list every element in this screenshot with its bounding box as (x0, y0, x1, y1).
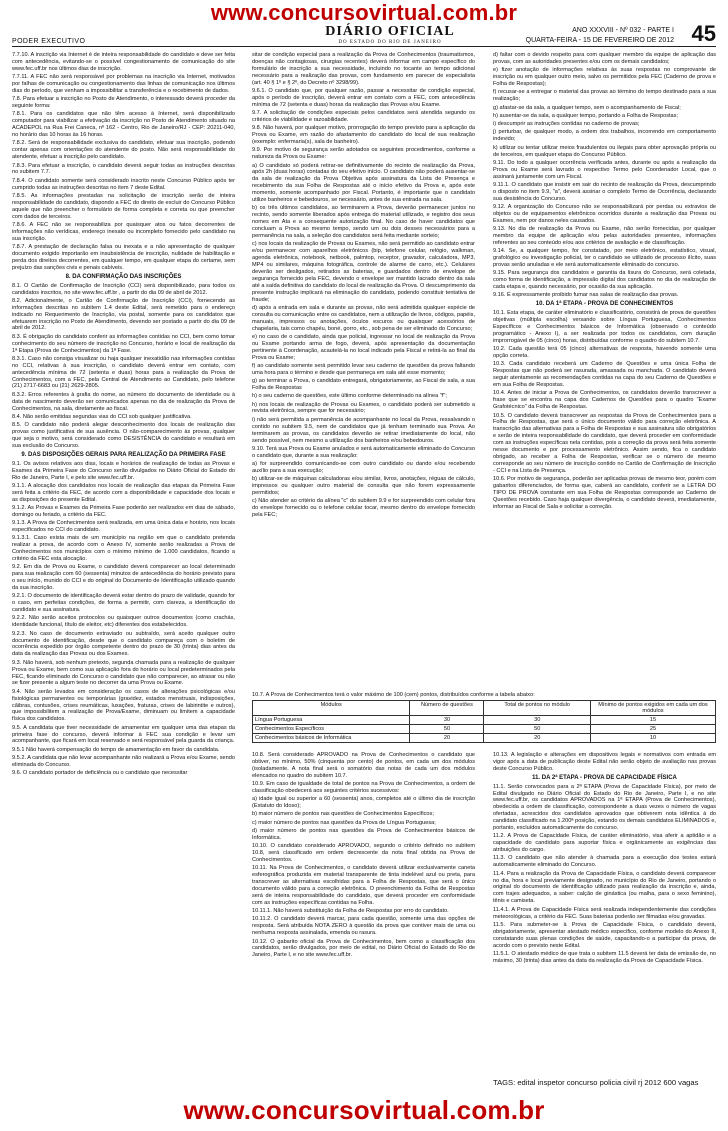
table-row (253, 734, 716, 743)
table-cell: Língua Portuguesa (253, 716, 410, 725)
paragraph: 9.5. A candidata que tiver necessidade de amamentar em qualquer uma das etapas da primeira fase do concurso, deverá informar à FEC sua condição e levar um acompanhante, que ficará em local reservado e será responsável pela guarda da criança. (12, 724, 235, 745)
paragraph: 9.10. Terá sua Prova ou Exame anulados e será automaticamente eliminado do Concurso o candidato que, durante a sua realização: (252, 445, 475, 459)
paragraph: 9.6. O candidato portador de deficiência ou o candidato que necessitar (12, 770, 188, 777)
column-1 (12, 52, 235, 779)
paragraph: 7.8.2. Será de responsabilidade exclusiva do candidato, efetuar sua inscrição, podendo contar apenas com orientações do atendente do posto. Não será responsabilidade do atendente, efetuar a inscrição pelo candidato. (12, 140, 235, 161)
paragraph: f) ao candidato somente será permitido levar seu caderno de questões da prova faltando uma hora para o término e desde que permaneça em sala até esse momento; (252, 362, 475, 376)
paragraph: f) recusar-se a entregar o material das provas ao término do tempo destinado para a sua realização; (493, 89, 716, 103)
section-label: PODER EXECUTIVO (12, 38, 86, 45)
paragraph: 9.7. A solicitação de condições especiais pelos candidatos será atendida segundo os critérios de viabilidade e razoabilidade. (252, 110, 475, 123)
table-row (253, 716, 716, 725)
table-cell: 20 (410, 734, 484, 743)
paragraph: 11.4.1. A Prova de Capacidade Física será realizada independentemente das condições meteorológicas, a critério da FEC. Suas baterias poderão ser filmadas e/ou gravadas. (493, 906, 716, 920)
table-row (253, 725, 716, 734)
table-cell: Conhecimentos Específicos (253, 725, 410, 734)
table-cell: 25 (590, 725, 715, 734)
section-heading-9: 9. DAS DISPOSIÇÕES GERAIS PARA REALIZAÇÃO DA PRIMEIRA FASE (21, 451, 226, 458)
paragraph: 9.1.2. As Provas e Exames da Primeira Fase poderão ser realizados em dias de sábado, domingo ou feriado, a critério da FEC. (12, 504, 235, 518)
section-heading-11: 11. DA 2ª ETAPA - PROVA DE CAPACIDADE FÍSICA (532, 774, 677, 781)
paragraph: 9.2.3. No caso de documento extraviado ou subtraído, será aceito qualquer outro documento de identificação, desde que o candidato compareça com o boletim de ocorrência expedido por órgão competente dentro do prazo de 30 (trinta) dias antes da data da realização das Provas ou dos Exames. (12, 630, 235, 658)
section-heading-10: 10. DA 1ª ETAPA - PROVA DE CONHECIMENTOS (535, 301, 674, 308)
paragraph: 9.1.3.1. Caso exista mais de um município na região em que o candidato pretenda realizar a prova, de acordo com o Anexo IV, somente serão realizadas a Prova de Conhecimentos nos municípios com o mínimo mínimo de 1.000 candidatos, ficando a critério da FEC esta alocação. (12, 535, 235, 563)
column-3-lower (493, 752, 716, 966)
table-cell: 20 (484, 734, 590, 743)
paragraph: 8.3.2. Erros referentes à grafia do nome, ao número do documento de identidade ou à data de nascimento deverão ser comunicados apenas no dia de realização da Prova de Conhecimentos, na sala, diretamente ao fiscal. (12, 391, 235, 412)
paragraph: b) os três últimos candidatos, ao terminarem a Prova, deverão permanecer juntos no recinto, sendo somente liberados após entrega do material utilizado, e registro dos seus nomes em Ata e a consequente autorização final. No caso de haver candidatos que concluam a Prova ao mesmo tempo, sendo um ou dois desses necessários para a permanência na sala, a seleção dos candidatos será feita mediante sorteio; (252, 205, 475, 239)
table-header: Módulos (253, 701, 410, 716)
paragraph: 9.16. É expressamente proibido fumar nas salas de realização das provas. (493, 292, 679, 299)
paragraph: k) utilizar ou tentar utilizar meios fraudulentos ou ilegais para obter aprovação própria ou de terceiros, em qualquer etapa do Concurso Público. (493, 144, 716, 158)
paragraph: 9.1. Os avisos relativos aos dias, locais e horários de realização de todas as Provas e Exames da Primeira Fase do Concurso serão divulgados no Diário Oficial do Estado do Rio de Janeiro, Parte I, e pelo site www.fec.uff.br. (12, 460, 235, 481)
paragraph: h) ausentar-se da sala, a qualquer tempo, portando a Folha de Respostas; (493, 112, 679, 119)
paragraph: 11.5. Para submeter-se à Prova de Capacidade Física, o candidato deverá, obrigatoriamente, apresentar atestado médico específico, conforme modelo do Anexo II, constatando suas plenas condições de saúde, capacitando-o a participar da prova, de acordo com o previsto neste Edital. (493, 921, 716, 949)
paragraph: 7.8.4. O candidato somente será considerado inscrito neste Concurso Público após ter cumprido todas as instruções descritas no item 7 deste Edital. (12, 177, 235, 191)
paragraph: 9.3. Não haverá, sob nenhum pretexto, segunda chamada para a realização de qualquer Prova ou Exame, bem como sua aplicação fora do horário ou local predeterminados pela FEC, ficando eliminado do Concurso o candidato que não comparecer, ao atrasar ou não se fizer presente a algum teste no decorrer da uma Prova ou Exame. (12, 659, 235, 687)
paragraph: 9.15. Para segurança dos candidatos e garantia da lisura do Concurso, será coletada, como forma de identificação, a impressão digital dos candidatos no dia de realização de cada etapa e, quando necessário, por ocasião da sua aplicação. (493, 270, 716, 291)
paragraph: 7.7.11. A FEC não será responsável por problemas na inscrição via Internet, motivados por falhas de comunicação ou congestionamento das linhas de comunicação nos últimos dias do período, que venham a impossibilitar a transferência e o recebimento de dados. (12, 74, 235, 94)
page-number: 45 (691, 21, 716, 46)
paragraph: a) O candidato só poderá retirar-se definitivamente do recinto de realização da Prova, após 2h (duas horas) contadas do seu efetivo início. O candidato não poderá ausentar-se da sala de realização da Prova Objetiva após assinatura da Lista de Presença e recebimento da sua Folha de Respostas até o início efetivo da Prova e, após este momento, somente acompanhado por Fiscal. Portanto, é importante que o candidato utilize banheiros e bebedouros, se necessário, antes de sua entrada na sala. (252, 162, 475, 204)
paragraph: 11.1. Serão convocados para a 2ª ETAPA (Prova de Capacidade Física), por meio de Edital divulgado no Diário Oficial do Estado do Rio de Janeiro, Parte I, e no site www.fec.uff.br, os candidatos APROVADOS na 1ª ETAPA (Prova de Conhecimentos), obedecida a ordem de classificação, correspondente a duas vezes o número de vagas ofertadas, acrescidos dos candidatos aprovados que obtiverem nota idêntica à do candidato classificado na 1.200ª posição, estando os demais candidatos ELIMINADOS e, portanto, excluídos automaticamente do concurso. (493, 783, 716, 832)
paragraph: j) perturbar, de qualquer modo, a ordem dos trabalhos, incorrendo em comportamento indevido; (493, 129, 716, 143)
table-header-row (253, 701, 716, 716)
paragraph: 9.2. Em dia de Prova ou Exame, o candidato deverá comparecer ao local determinado para sua realização com 60 (sessenta) minutos de antecedência do horário previsto para o seu início, munido do CCI e do original do Documento de Identificação utilizado quando da sua inscrição. (12, 564, 235, 592)
paragraph: 9.5.2. A candidata que não levar acompanhante não realizará a Prova e/ou Exame, sendo eliminada do Concurso. (12, 755, 235, 768)
paragraph: 10.11.1. Não haverá substituição da Folha de Respostas por erro do candidato. (252, 908, 449, 915)
table-cell: 30 (410, 716, 484, 725)
paragraph: 7.8.3. Para efetuar a inscrição, o candidato deverá seguir todas as instruções descritas no subitem 7.7. (12, 162, 235, 176)
paragraph: 11.3. O candidato que não atender à chamada para a execução dos testes estará automaticamente eliminado do Concurso. (493, 855, 716, 869)
section-heading-8: 8. DA CONFIRMAÇÃO DAS INSCRIÇÕES (65, 273, 182, 280)
column-3 (493, 52, 716, 512)
paragraph: i) não será permitida a permanência de acompanhante no local da Prova, ressalvando o contido no subitem 9.5, nem de candidatos que já tenham terminado sua Prova. Ao terminarem as provas, os candidatos deverão se retirar imediatamente do local, não sendo possível, nem mesmo a utilização dos banheiros e/ou bebedouros. (252, 416, 475, 444)
column-2 (252, 52, 475, 520)
paragraph: 11.2. A Prova de Capacidade Física, de caráter eliminatório, visa aferir a aptidão e a capacidade do candidato para suportar física e orgânicamente as exigências das atribuições do cargo. (493, 833, 716, 854)
paragraph: 10.12. O gabarito oficial da Prova de Conhecimentos, bem como a classificação dos candidatos, serão divulgados, por meio de edital, no Diário Oficial do Estado do Rio de Janeiro, Parte I, e no site www.fec.uff.br. (252, 938, 475, 959)
table-cell: 10 (590, 734, 715, 743)
paragraph: 8.3. É obrigação do candidato conferir as informações contidas no CCI, bem como tomar conhecimento do seu número de inscrição no Concurso, horário e local de realização da 1ª Etapa (Prova de Conhecimentos) da 1ª Fase. (12, 333, 235, 354)
paragraph: 10.6. Por motivo de segurança, poderão ser aplicadas provas de mesmo teor, porém com gabaritos diferenciados, de forma que, caberá ao candidato, conferir se a LETRA DO TIPO DE PROVA constante em sua Folha de Respostas corresponde ao Caderno de Questões recebido. Caso haja qualquer divergência, o candidato deverá, imediatamente, informar ao Fiscal de Sala e solicitar a correção. (493, 476, 716, 510)
paragraph: h) o seu caderno de questões, este último conforme determinado na alínea "f"; (252, 393, 447, 400)
paragraph: 10.1. Esta etapa, de caráter eliminatório e classificatório, consistirá de prova de questões objetivas (múltipla escolha) versando sobre Língua Portuguesa, Conhecimentos Específicos e Conhecimentos básicos de Informática (observado o conteúdo programático - Anexo I), a ser realizada por todos os candidatos, com duração improrrogável de 05 (cinco) horas, distribuídas conforme o quadro do subitem 10.7. (493, 310, 716, 344)
paragraph: 9.12. A organização do Concurso não se responsabilizará por perdas ou extravios de objetos ou de equipamentos eletrônicos ocorridos durante a realização das Provas ou Exames, nem por danos neles causados. (493, 204, 716, 224)
paragraph: 9.11.1. O candidato que insistir em sair do recinto de realização da Prova, descumprindo o disposto no item 9.9, "a", deverá assinar o completo Termo de Ocorrência, declarando sua desistência do Concurso. (493, 181, 716, 202)
issue-number: ANO XXXVIII - Nº 032 - PARTE I (572, 27, 674, 34)
paragraph: e) no caso de o candidato, ainda que policial, ingressar no local de realização da Prova ou Exame portando arma de fogo, deverá, após apresentação da documentação pertinente à Coordenação, acautelá-la no local indicado pela Fiscal e retirá-la ao final da Prova ou Exame; (252, 333, 475, 361)
paragraph: 9.6.1. O candidato que, por qualquer razão, passar a necessitar de condição especial, após o período de inscrição, deverá entrar em contato com a FEC, com antecedência mínima de 72 (setenta e duas) horas da realização das Provas e/ou Exame. (252, 87, 475, 108)
paragraph: e) fizer anotação de informações relativas às suas respostas no comprovante de inscrição ou em qualquer outro meio, salvo os permitidos pela FEC (Caderno de prova e Folha de Respostas); (493, 67, 716, 88)
paragraph: 7.8. Para efetuar a inscrição no Posto de Atendimento, o interessado deverá proceder da seguinte forma: (12, 96, 235, 110)
paragraph: 10.2. Cada questão terá 05 (cinco) alternativas de resposta, havendo somente uma opção correta. (493, 346, 716, 360)
logo-title: DIÁRIO OFICIAL (325, 24, 455, 39)
points-table (252, 700, 716, 743)
paragraph: b) utilizar-se de máquinas calculadoras e/ou similar, livros, anotações, réguas de cálculo, impressos ou qualquer outro material de consulta que não forem expressamente permitidos; (252, 476, 475, 497)
tags-line: TAGS: edital inspetor concurso policia civil rj 2012 600 vagas (493, 1078, 699, 1087)
paragraph: 9.2.2. Não serão aceitos protocolos ou quaisquer outros documentos (como crachás, identidade funcional, título de eleitor, etc) diferentes dos estabelecidos. (12, 615, 235, 629)
table-header: Número de questões (410, 701, 484, 716)
paragraph: 9.2.1. O documento de identificação deverá estar dentro do prazo de validade, quando for o caso, em perfeitas condições, de forma a permitir, com clareza, a identificação do candidato e sua assinatura. (12, 593, 235, 614)
paragraph: 9.9. Por motivo de segurança serão adotados os seguintes procedimentos, conforme a natureza da Prova ou Exame: (252, 147, 475, 161)
paragraph: 7.8.1. Para os candidatos que não têm acesso à Internet, será disponibilizado computador para viabilizar a efetivação da inscrição no Posto de Atendimento situado na ACADEPOL na Rua Frei Caneca, nº 162 - Centro, Rio de Janeiro/RJ - CEP: 20211-040, no horário das 10 horas às 16 horas. (12, 111, 235, 139)
column-2-lower (252, 752, 475, 961)
paragraph: 9.11. Do todo a qualquer ocorrência verificada antes, durante ou após a realização da Prova ou Exame será lavrado o respectivo Termo pelo Coordenador Local, que o assinará juntamente com um Fiscal. (493, 159, 716, 180)
paragraph: 10.11.2. O candidato deverá marcar, para cada questão, somente uma das opções de resposta. Será atribuída NOTA ZERO à questão da prova que contiver mais de uma ou nenhuma resposta assinalada, emenda ou rasura. (252, 916, 475, 937)
paragraph: 8.4. Não serão emitidas segundas vias do CCI sob qualquer justificativa. (12, 413, 192, 420)
paragraph: 9.4. Não serão levados em consideração os casos de alterações psicológicas e/ou fisiológicas permanentes ou temporárias (gravidez, estados menstruais, indisposições, cãibras, contusões, crises reumáticas, luxações, fraturas, crises de labirintite e outros), que impossibilitem a realização de Prova/Exame, diminuam ou limitem a capacidade física dos candidatos. (12, 688, 235, 723)
paragraph: i) descumprir as instruções contidas no caderno de provas; (493, 121, 640, 128)
paragraph: c) maior número de pontos nas questões da Prova de Língua Portuguesa; (252, 819, 436, 826)
paragraph: d) maior número de pontos nas questões da Prova de Conhecimentos básicos de Informática. (252, 828, 475, 841)
table-cell: Conhecimentos básicos de Informática (253, 734, 410, 743)
issue-date: QUARTA-FEIRA - 15 DE FEVEREIRO DE 2012 (525, 37, 674, 44)
paragraph: b) maior número de pontos nas questões de Conhecimentos Específicos; (252, 811, 434, 818)
table-cell: 30 (484, 716, 590, 725)
paragraph: 10.5. O candidato deverá transcrever as respostas da Prova de Conhecimentos para a Folha de Respostas, que será o único documento válido para correção eletrônica. A transcrição das alternativas para a Folha de Respostas e sua assinatura são obrigatórios e serão de inteira responsabilidade do candidato, que deverá proceder em conformidade com as instruções específicas nela contidas, pois a correção da prova será feita somente nesse documento e por processamento eletrônico. Assim sendo, fica o candidato obrigado, ao receber a Folha de Respostas, verificar se o número de mesmo corresponde ao seu número de inscrição contido no Cartão de Confirmação de Inscrição - CCI e na Lista de Presença. (493, 412, 716, 474)
paragraph: 9.1.1. A alocação dos candidatos nos locais de realização das etapas da Primeira Fase será feita a critério da FEC, de acordo com a disponibilidade e capacidade dos locais e as disposições do presente Edital. (12, 482, 235, 503)
page-header (12, 22, 716, 44)
paragraph: 7.7.10. A inscrição via Internet é de inteira responsabilidade do candidato e deve ser feita com antecedência, evitando-se o possível congestionamento de comunicação do site www.fec.uff.br nos últimos dias de inscrição. (12, 52, 235, 72)
paragraph: 10.9. Em caso de igualdade de total de pontos na Prova de Conhecimentos, a ordem de classificação obedecerá aos seguintes critérios sucessivos: (252, 781, 475, 794)
paragraph: 9.8. Não haverá, por qualquer motivo, prorrogação do tempo previsto para a aplicação da Prova ou Exame, em razão do afastamento do candidato do local de sua realização (exemplo: enfermaria(s), sala de banheiro). (252, 125, 475, 146)
paragraph: 7.8.6. A FEC não se responsabiliza por quaisquer atos ou fatos decorrentes de informações não verídicas, endereço inexato ou incompleto fornecido pelo candidato na sua inscrição. (12, 221, 235, 242)
paragraph: 11.5.1. O atestado médico de que trata o subitem 11.5 deverá ter data de emissão de, no máximo, 30 (trinta) dias antes da data da realização da Prova de Capacidade Física. (493, 950, 716, 964)
paragraph: h) nos locais de realização de Provas ou Exames, o candidato poderá ser submetido a revista eletrônica, sempre que for necessário; (252, 401, 475, 415)
paragraph: 11.4. Para a realização da Prova de Capacidade Física, o candidato deverá comparecer no dia, hora e local previamente designado, no município do Rio de Janeiro, portando o original do documento de identificação utilizado para realização da inscrição e, ainda, com trajes adequados, a saber: calção de ginástica (ou malha, para o sexo feminino), tênis e camiseta. (493, 870, 716, 905)
logo-subtitle: DO ESTADO DO RIO DE JANEIRO (338, 40, 442, 45)
newspaper-logo (310, 24, 470, 45)
paragraph: 10.10. O candidato considerado APROVADO, segundo o critério definido no subitem 10.8, será classificado em ordem decrescente da nota final obtida na Prova de Conhecimentos. (252, 843, 475, 864)
paragraph: a) for surpreendido comunicando-se com outro candidato ou dando e/ou recebendo auxílio para a sua execução; (252, 461, 475, 474)
paragraph: g) afastar-se da sala, a qualquer tempo, sem o acompanhamento de Fiscal; (493, 104, 681, 111)
paragraph: 10.3. Cada candidato receberá um Caderno de Questões e uma única Folha de Respostas que não poderá ser rasurada, amassada ou manchada. O candidato deverá seguir atentamente as recomendações contidas na capa do seu Caderno de Questões e em sua Folha de Respostas. (493, 361, 716, 389)
paragraph: 9.14. Se, a qualquer tempo, for constatado, por meio eletrônico, estatístico, visual, grafológico ou investigação policial, ter o candidato se utilizado de processo ilícito, suas provas serão anuladas e ele será automaticamente eliminado do concurso. (493, 248, 716, 269)
paragraph: 7.8.5. As informações prestadas na solicitação de inscrição serão de inteira responsabilidade do candidato, dispondo a FEC do direito de excluir do Concurso Público aquele que não preencher o formulário de forma completa e correta ou que preencher com dados de terceiros. (12, 192, 235, 220)
paragraph: d) após a entrada em sala e durante as provas, não será admitida qualquer espécie de consulta ou comunicação entre os candidatos, nem a utilização de livros, códigos, papéis, manuais, impressos ou anotações, óculos escuros ou quaisquer acessórios de chapelaria, tais como chapéu, boné, gorro, etc., sob pena de ser eliminado do Concurso; (252, 304, 475, 332)
watermark-top: www.concursovirtual.com.br (210, 0, 518, 25)
paragraph: c) nos locais da realização de Provas ou Exames, não será permitido ao candidato entrar e/ou permanecer com aparelhos eletrônicos (bip, telefone celular, relógio, walkman, agenda eletrônica, notebook, netbook, palmtop, receptor, gravador, calculadora, MP3, MP4 ou similares, máquina fotográfica, controle de alarme de carro, etc.). Celulares deverão ser desligados, retirados as baterias, e guardados dentro de envelope de segurança fornecido pela FEC, devendo o envelope ser mantido lacrado dentro da sala até a saída definitiva do candidato do local de realização da Prova. O descumprimento da presente instrução implicará na eliminação do candidato, podendo constituir tentativa de fraude; (252, 241, 475, 303)
paragraph: c) Não atender ao critério da alínea "c" do subitem 9.9 e for surpreendido com celular fora do envelope fornecido ou o telefone celular tocar, mesmo dentro do envelope fornecido pela FEC; (252, 498, 475, 519)
issue-info (526, 26, 674, 46)
paragraph: 8.5. O candidato não poderá alegar desconhecimento dos locais de realização das provas como justificativa de sua ausência. O não-comparecimento às provas, qualquer que seja o motivo, será considerado como DESISTÊNCIA do candidato e resultará em sua exclusão do Concurso. (12, 422, 235, 449)
paragraph: a) idade igual ou superior a 60 (sessenta) anos, completos até o último dia de inscrição (Estatuto do Idoso); (252, 796, 475, 810)
table-cell: 50 (484, 725, 590, 734)
header-rule (12, 46, 716, 47)
table-cell: 15 (590, 716, 715, 725)
paragraph: 10.4. Antes de iniciar a Prova de Conhecimentos, os candidatos deverão transcrever a frase que se encontra na capa dos Cadernos de Questões para o quadro "Exame Grafotécnico" da Folha de Respostas. (493, 390, 716, 411)
table-header: Total de pontos no módulo (484, 701, 590, 716)
watermark-bottom: www.concursovirtual.com.br (183, 1095, 545, 1125)
paragraph: 8.1. O Cartão de Confirmação de Inscrição (CCI) será disponibilizado, para todos os candidatos inscritos, no site www.fec.uff.br , a partir do dia 09 de abril de 2012. (12, 282, 235, 296)
paragraph: 10.8. Será considerado APROVADO na Prova de Conhecimentos o candidato que obtiver, no mínimo, 50% (cinquenta por cento) de pontos, em cada um dos módulos (isoladamente. A nota final será o somatório das notas de cada um dos módulos elencados no quadro do subitem 10.7. (252, 752, 475, 779)
paragraph: sitar de condição especial para a realização da Prova de Conhecimentos (traumatismos, doenças não contagiosas, cirurgias recentes) deverá informar em campo específico do formulário de inscrição a sua necessidade, incluindo no tocante ao tempo adicional necessário para a realização das provas, com fundamento em parecer de especialista (art. 40 § 1º e § 2º, do Decreto nº 3298/99). (252, 52, 475, 86)
table-caption: 10.7. A Prova de Conhecimentos terá o valor máximo de 100 (cem) pontos, distribuídos conforme a tabela abaixo: (252, 692, 535, 698)
table-header: Mínimo de pontos exigidos em cada um dos módulos (590, 701, 715, 716)
paragraph: 7.8.7. A prestação de declaração falsa ou inexata e a não apresentação de qualquer documento exigido importarão em insubsistência de inscrição, nulidade de habilitação e perda dos direitos decorrentes, em qualquer tempo, em qualquer etapa do certame, sem prejuízo das sanções civis e penais cabíveis. (12, 244, 235, 271)
paragraph: 8.3.1. Caso não consiga visualizar ou haja qualquer inexatidão nas informações contidas no CCI, relativas à sua inscrição, o candidato deverá entrar em contato, com antecedência mínima de 72 (setenta e duas) horas para a realização da Prova de Conhecimentos, com a FEC, pela Central de Atendimento ao Candidato, pelo telefone (21) 2717-6683 ou (21) 2629-2805. (12, 355, 235, 390)
paragraph: 9.1.3. A Prova de Conhecimentos será realizada, em uma única data e horário, nos locais especificados no CCI do candidato. (12, 520, 235, 534)
paragraph: 8.2. Adicionalmente, o Cartão de Confirmação de Inscrição (CCI), fornecendo as informações descritas no subitem 1.4 deste Edital, será remetido para o endereço indicado no Requerimento de Inscrição, via postal, somente para os candidatos que efetuarem inscrição no Posto de Atendimento, devendo ser postado a partir do dia 09 de abril de 2012. (12, 297, 235, 332)
table-cell: 50 (410, 725, 484, 734)
paragraph: g) ao terminar a Prova, o candidato entregará, obrigatoriamente, ao Fiscal de sala, a sua Folha de Respostas (252, 378, 475, 391)
paragraph: d) faltar com o devido respeito para com qualquer membro da equipe de aplicação das provas, com as autoridades presentes e/ou com os demais candidatos; (493, 52, 716, 65)
paragraph: 9.13. No dia de realização da Prova ou Exame, não serão fornecidas, por qualquer membro da equipe de aplicação e/ou pelas autoridades presentes, informações referentes ao seu conteúdo e/ou aos critérios de avaliação e de classificação. (493, 226, 716, 246)
paragraph: 10.13. A legislação e alterações em dispositivos legais e normativos com entrada em vigor após a data de publicação deste Edital não serão objeto de avaliação nas provas deste Concurso Público. (493, 752, 716, 772)
paragraph: 9.5.1 Não haverá compensação do tempo de amamentação em favor da candidata. (12, 746, 220, 753)
paragraph: 10.11. Na Prova de Conhecimentos, o candidato deverá utilizar exclusivamente caneta esferográfica produzida em material transparente de tinta indelével azul ou preta, para transcrever as alternativas escolhidas para a Folha de Respostas, que será o único documento válido para a correção eletrônica. O preenchimento da Folha de Respostas será de inteira responsabilidade do candidato, que deverá proceder em conformidade com as instruções específicas contidas na Folha. (252, 865, 475, 906)
